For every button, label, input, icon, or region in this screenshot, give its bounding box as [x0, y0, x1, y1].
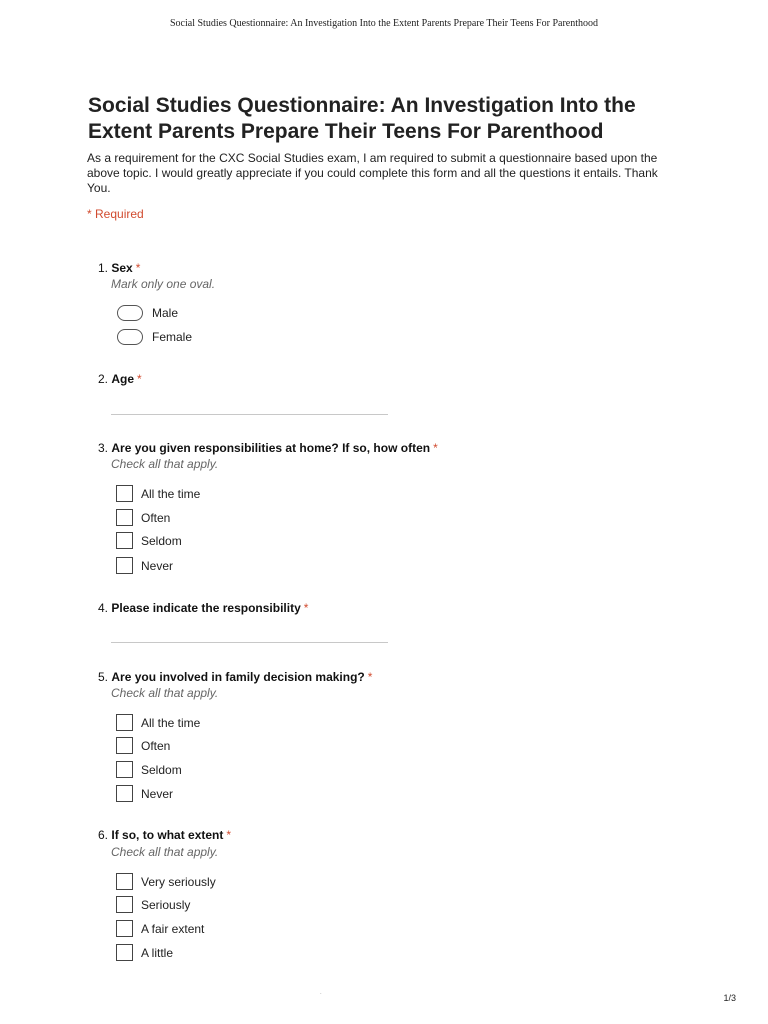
- question-title: [98, 669, 658, 685]
- option-label: Very seriously: [141, 874, 216, 889]
- option-label: Never: [141, 558, 174, 573]
- question-label: If so, to what extent: [111, 828, 224, 842]
- required-note: * Required: [87, 207, 144, 221]
- option-seriously[interactable]: [116, 896, 190, 913]
- option-label: All the time: [141, 486, 201, 501]
- question-number: 5.: [98, 670, 109, 684]
- required-asterisk: *: [433, 441, 438, 455]
- option-label: Seldom: [141, 533, 182, 548]
- option-a-little[interactable]: [116, 944, 173, 961]
- checkbox[interactable]: [116, 485, 133, 502]
- form-title: Social Studies Questionnaire: An Investigation Into the Extent Parents Prepare Their Teens For Parenthood: [88, 94, 636, 143]
- required-asterisk: *: [367, 670, 373, 684]
- question-number: 1.: [98, 261, 109, 275]
- question-number: 3.: [98, 441, 109, 455]
- page-number: 1/3: [723, 993, 736, 1003]
- question-title: [98, 440, 658, 456]
- question-label: Age: [111, 372, 135, 386]
- required-asterisk: *: [137, 372, 142, 386]
- option-seldom[interactable]: [116, 761, 182, 778]
- checkbox[interactable]: [116, 896, 133, 913]
- required-asterisk: *: [135, 261, 141, 275]
- question-responsibilities: [98, 440, 658, 573]
- checkbox[interactable]: [116, 714, 133, 731]
- question-help: Mark only one oval.: [111, 277, 216, 291]
- checkbox[interactable]: [116, 761, 133, 778]
- responsibility-answer-field[interactable]: [111, 642, 388, 643]
- option-seldom[interactable]: [116, 532, 182, 549]
- question-label: Sex: [111, 261, 133, 275]
- required-asterisk: *: [303, 601, 309, 615]
- option-never[interactable]: [116, 785, 173, 802]
- option-label: Never: [141, 786, 174, 801]
- question-title: [98, 600, 658, 616]
- checkbox[interactable]: [116, 509, 133, 526]
- checkbox[interactable]: [116, 737, 133, 754]
- radio-oval[interactable]: [117, 329, 143, 345]
- option-all-the-time[interactable]: [116, 485, 200, 502]
- checkbox[interactable]: [116, 785, 133, 802]
- checkbox[interactable]: [116, 557, 133, 574]
- question-help: Check all that apply.: [111, 686, 219, 700]
- option-label: Seriously: [141, 897, 191, 912]
- question-title: [98, 827, 658, 843]
- option-female[interactable]: [117, 329, 192, 345]
- question-title: [98, 260, 658, 276]
- option-all-the-time[interactable]: [116, 714, 200, 731]
- option-label: A little: [141, 945, 174, 960]
- checkbox[interactable]: [116, 944, 133, 961]
- option-very-seriously[interactable]: [116, 873, 216, 890]
- question-indicate-responsibility: [98, 600, 658, 616]
- option-a-fair-extent[interactable]: [116, 920, 204, 937]
- option-male[interactable]: [117, 305, 178, 321]
- option-label: A fair extent: [141, 921, 205, 936]
- running-header: Social Studies Questionnaire: An Investigation Into the Extent Parents Prepare Their Teens For Parenthood: [169, 18, 598, 29]
- question-number: 4.: [98, 601, 109, 615]
- option-label: Often: [141, 738, 171, 753]
- question-age: [98, 371, 658, 387]
- question-help: Check all that apply.: [111, 457, 219, 471]
- option-label: All the time: [141, 715, 201, 730]
- question-help: Check all that apply.: [111, 845, 219, 859]
- question-extent: [98, 827, 658, 960]
- question-label: Are you involved in family decision making?: [111, 670, 365, 684]
- option-label: Female: [152, 330, 193, 344]
- question-number: 6.: [98, 828, 109, 842]
- question-title: [98, 371, 658, 387]
- question-family-decision: [98, 669, 658, 801]
- option-often[interactable]: [116, 737, 170, 754]
- age-answer-field[interactable]: [111, 414, 388, 415]
- option-never[interactable]: [116, 557, 173, 574]
- checkbox[interactable]: [116, 873, 133, 890]
- question-number: 2.: [98, 372, 109, 386]
- checkbox[interactable]: [116, 532, 133, 549]
- checkbox[interactable]: [116, 920, 133, 937]
- form-description: As a requirement for the CXC Social Studies exam, I am required to submit a questionnaire based upon the above topic. I would greatly appreciate if you could complete this form and all the questions it entails. Thank You.: [87, 151, 658, 195]
- question-sex: [98, 260, 658, 344]
- question-label: Please indicate the responsibility: [111, 601, 301, 615]
- option-label: Male: [152, 306, 179, 320]
- required-asterisk: *: [226, 828, 232, 842]
- footer-mark: .: [320, 990, 322, 996]
- question-label: Are you given responsibilities at home? If so, how often: [111, 441, 431, 455]
- option-often[interactable]: [116, 509, 170, 526]
- option-label: Seldom: [141, 762, 182, 777]
- radio-oval[interactable]: [117, 305, 143, 321]
- option-label: Often: [141, 510, 171, 525]
